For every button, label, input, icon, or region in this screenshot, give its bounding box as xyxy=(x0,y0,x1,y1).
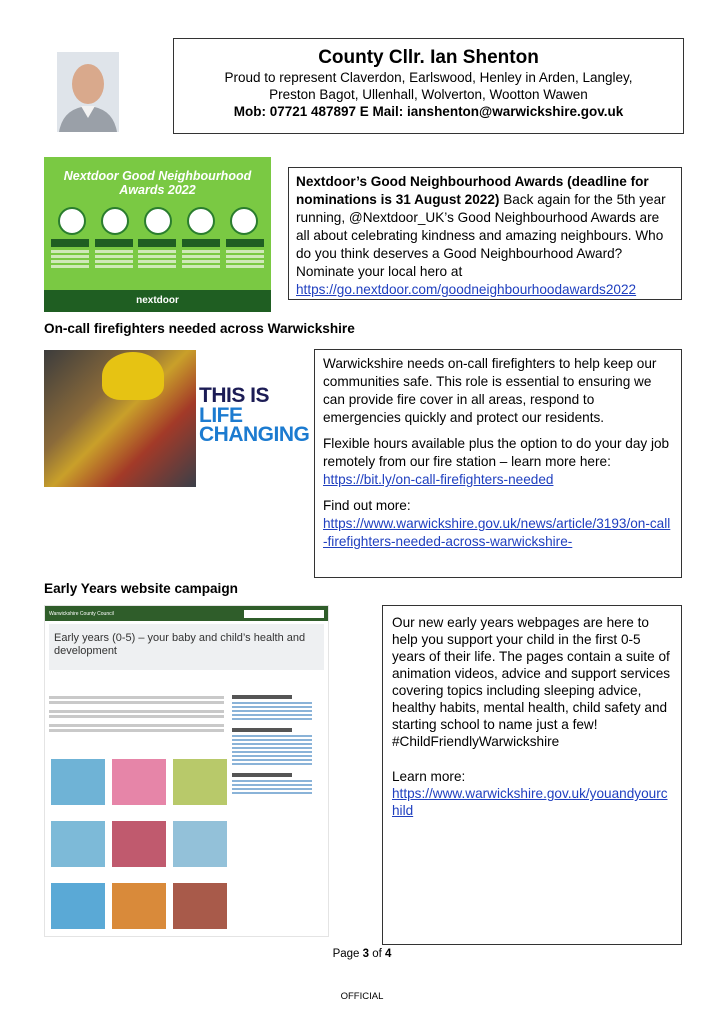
wards-line-1: Proud to represent Claverdon, Earlswood, Henley in Arden, Langley, xyxy=(224,70,633,85)
councillor-name: County Cllr. Ian Shenton xyxy=(318,47,539,68)
classification-label: OFFICIAL xyxy=(340,991,384,1002)
award-category-icon xyxy=(187,207,215,235)
award-category-icon xyxy=(58,207,86,235)
firefighters-article xyxy=(314,349,682,578)
topic-tile xyxy=(173,759,227,805)
site-page-title: Early years (0-5) – your baby and child’s health and development xyxy=(49,624,324,670)
councillor-header xyxy=(173,38,684,134)
early-years-heading: Early Years website campaign xyxy=(44,581,238,596)
firefighters-para-1: Warwickshire needs on-call firefighters to help keep our communities safe. This role is essential to ensuring we can provide fire cover in all areas, respond to emergencies quickly and protect our residents. xyxy=(323,356,657,425)
current-page: 3 xyxy=(362,948,370,960)
topic-tile xyxy=(173,883,227,929)
topic-tile xyxy=(51,759,105,805)
councillor-portrait xyxy=(57,52,119,132)
early-years-link[interactable]: https://www.warwickshire.gov.uk/youandyourchild xyxy=(392,786,668,818)
topic-tile xyxy=(173,821,227,867)
early-years-body: Our new early years webpages are here to help you support your child in the first 0-5 years of their life. The pages contain a suite of animation videos, advice and support services covering topics including sleeping advice, healthy habits, mental health, child safety and starting school to name just a few! #ChildFriendlyWarwickshire xyxy=(392,615,671,749)
nextdoor-nominate-link[interactable]: https://go.nextdoor.com/goodneighbourhoodawards2022 xyxy=(296,282,637,297)
early-years-website-screenshot xyxy=(44,605,329,937)
portrait-photo-icon xyxy=(57,52,119,132)
firefighters-para-2: Flexible hours available plus the option to do your day job remotely from our fire station – learn more here: xyxy=(323,436,670,469)
find-out-more-label: Find out more: xyxy=(323,498,411,513)
site-search-box xyxy=(244,610,324,618)
award-category-icon xyxy=(101,207,129,235)
site-brand: Warwickshire County Council xyxy=(49,610,114,617)
firefighters-article-link[interactable]: https://www.warwickshire.gov.uk/news/article/3193/on-call-firefighters-needed-across-warwickshire- xyxy=(323,516,671,549)
early-years-article xyxy=(382,605,682,945)
topic-tile xyxy=(112,759,166,805)
helmet-icon xyxy=(102,352,164,400)
nextdoor-headline: Nextdoor’s Good Neighbourhood Awards (deadline for nominations is 31 August 2022) xyxy=(296,174,649,207)
learn-more-label: Learn more: xyxy=(392,769,466,784)
nextdoor-body: Back again for the 5th year running, @Nextdoor_UK’s Good Neighbourhood Awards are all about celebrating kindness and amazing neighbours. Who do you think deserves a Good Neighbourhood Award? Nominate your local hero at xyxy=(296,192,666,279)
image-slogan-line-2: LIFE CHANGING xyxy=(199,404,310,446)
image-slogan-line-1: THIS IS xyxy=(199,384,270,407)
topic-tile xyxy=(112,883,166,929)
award-category-icon xyxy=(230,207,258,235)
nextdoor-image-title: Nextdoor Good Neighbourhood Awards 2022 xyxy=(63,169,252,197)
nextdoor-logo: nextdoor xyxy=(44,290,271,312)
firefighters-short-link[interactable]: https://bit.ly/on-call-firefighters-needed xyxy=(323,472,554,487)
contact-details: Mob: 07721 487897 E Mail: ianshenton@warwickshire.gov.uk xyxy=(233,104,624,119)
nextdoor-awards-image xyxy=(44,157,271,312)
firefighters-heading: On-call firefighters needed across Warwickshire xyxy=(44,321,355,336)
topic-tile xyxy=(51,821,105,867)
award-category-icon xyxy=(144,207,172,235)
page-number: Page 3 of 4 xyxy=(332,948,392,960)
firefighter-photo xyxy=(44,350,196,487)
site-header-bar xyxy=(45,606,328,621)
nextdoor-article xyxy=(288,167,682,300)
topic-tile xyxy=(112,821,166,867)
total-pages: 4 xyxy=(385,948,392,960)
wards-line-2: Preston Bagot, Ullenhall, Wolverton, Wootton Wawen xyxy=(269,87,588,102)
topic-tile xyxy=(51,883,105,929)
firefighters-image xyxy=(44,350,310,487)
